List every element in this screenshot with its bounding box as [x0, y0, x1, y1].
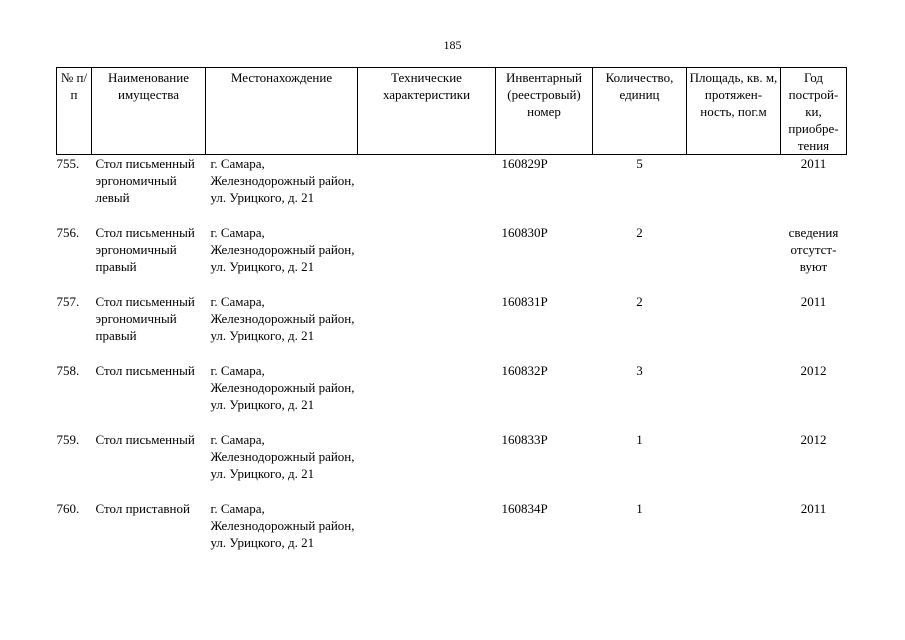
row-inventory: 160829Р: [501, 156, 548, 171]
row-tech: [358, 500, 496, 569]
row-name: Стол письменный: [95, 363, 195, 378]
row-location: г. Самара, Железнодорожный район, ул. Урицкого, д. 21: [210, 432, 355, 481]
table-row: [57, 155, 847, 225]
row-tech: [358, 362, 496, 431]
page-number: 185: [443, 38, 462, 52]
row-location: г. Самара, Железнодорожный район, ул. Урицкого, д. 21: [210, 156, 355, 205]
row-quantity: 1: [636, 432, 643, 447]
row-name: Стол письменный эргономичный правый: [95, 294, 195, 343]
row-name: Стол письменный эргономичный левый: [95, 156, 195, 205]
row-inventory: 160831Р: [501, 294, 548, 309]
row-area: [687, 362, 781, 431]
row-name: Стол письменный эргономичный правый: [95, 225, 195, 274]
row-num: 756.: [56, 225, 80, 240]
row-location: г. Самара, Железнодорожный район, ул. Урицкого, д. 21: [210, 363, 355, 412]
header-area: Площадь, кв. м, протяжен-ность, пог.м: [687, 68, 781, 155]
row-area: [687, 500, 781, 569]
row-quantity: 3: [636, 363, 643, 378]
row-quantity: 1: [636, 501, 643, 516]
row-year: сведения отсутст-вуют: [788, 225, 839, 274]
table-row: [57, 224, 847, 293]
row-quantity: 2: [636, 294, 643, 309]
header-quantity: Количество, единиц: [593, 68, 687, 155]
row-year: 2011: [800, 294, 827, 309]
row-num: 760.: [56, 501, 80, 516]
row-num: 758.: [56, 363, 80, 378]
row-tech: [358, 155, 496, 225]
header-tech: Технические характеристики: [358, 68, 496, 155]
row-year: 2012: [800, 363, 827, 378]
table-row: [57, 362, 847, 431]
row-inventory: 160832Р: [501, 363, 548, 378]
row-tech: [358, 431, 496, 500]
row-year: 2012: [800, 432, 827, 447]
row-area: [687, 155, 781, 225]
row-inventory: 160834Р: [501, 501, 548, 516]
row-name: Стол письменный: [95, 432, 195, 447]
row-quantity: 5: [636, 156, 643, 171]
row-inventory: 160833Р: [501, 432, 548, 447]
table-header-row: [57, 68, 847, 155]
row-inventory: 160830Р: [501, 225, 548, 240]
row-area: [687, 431, 781, 500]
row-tech: [358, 293, 496, 362]
row-num: 759.: [56, 432, 80, 447]
row-year: 2011: [800, 501, 827, 516]
row-num: 757.: [56, 294, 80, 309]
row-location: г. Самара, Железнодорожный район, ул. Урицкого, д. 21: [210, 501, 355, 550]
row-year: 2011: [800, 156, 827, 171]
header-name: Наименование имущества: [92, 68, 206, 155]
row-location: г. Самара, Железнодорожный район, ул. Урицкого, д. 21: [210, 294, 355, 343]
header-location: Местонахождение: [206, 68, 358, 155]
table-row: [57, 293, 847, 362]
row-tech: [358, 224, 496, 293]
table-row: [57, 431, 847, 500]
row-quantity: 2: [636, 225, 643, 240]
header-inventory: Инвентарный (реестровый) номер: [496, 68, 593, 155]
row-location: г. Самара, Железнодорожный район, ул. Урицкого, д. 21: [210, 225, 355, 274]
row-name: Стол приставной: [95, 501, 190, 516]
row-area: [687, 293, 781, 362]
row-num: 755.: [56, 156, 80, 171]
row-area: [687, 224, 781, 293]
property-registry-table: [56, 67, 847, 569]
table-row: [57, 500, 847, 569]
header-year: Год построй-ки, приобре-тения: [781, 68, 847, 155]
header-num: № п/п: [57, 68, 92, 155]
